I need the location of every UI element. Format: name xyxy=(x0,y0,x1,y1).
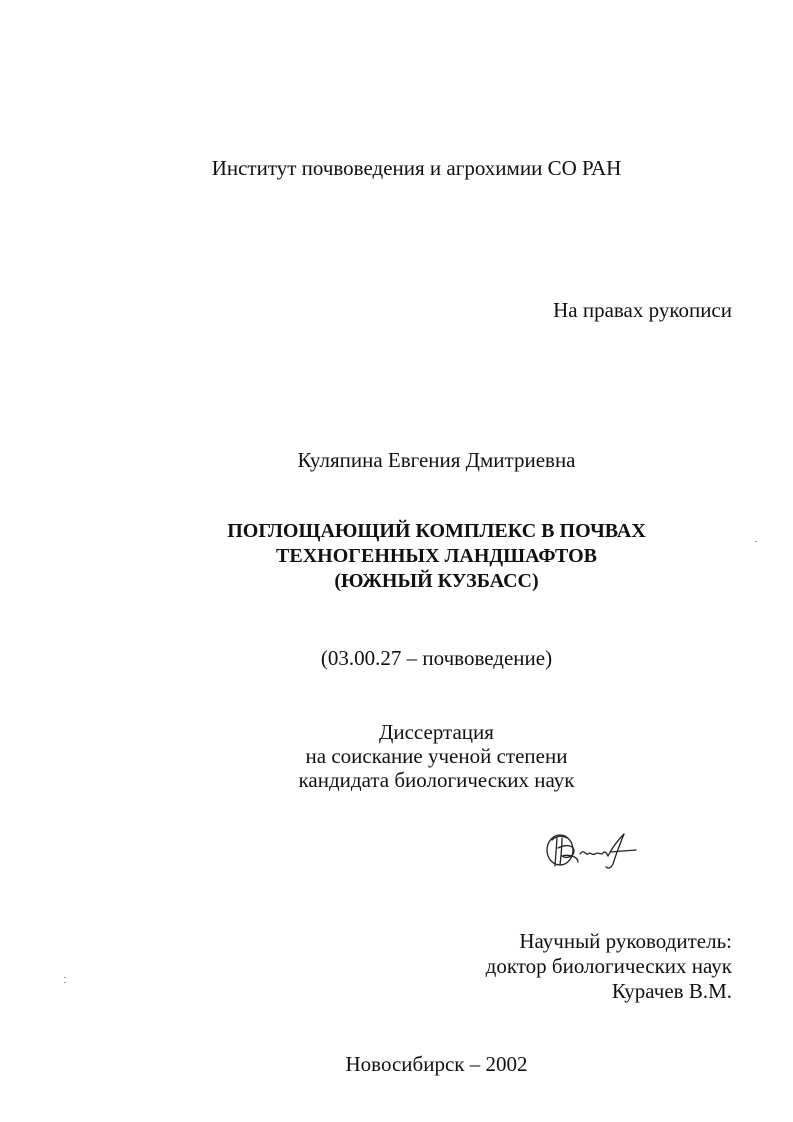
scan-speck xyxy=(64,982,66,983)
institute-name: Институт почвоведения и агрохимии СО РАН xyxy=(211,156,622,180)
dissertation-description xyxy=(40,720,793,792)
scan-speck xyxy=(64,977,66,978)
advisor-name: Курачев В.М. xyxy=(611,979,732,1003)
handwritten-signature-icon xyxy=(540,818,650,878)
title-line-3: (ЮЖНЫЙ КУЗБАСС) xyxy=(334,570,539,592)
dissertation-line-3: кандидата биологических наук xyxy=(298,768,575,792)
dissertation-line-2: на соискание ученой степени xyxy=(305,744,568,768)
city-year: Новосибирск – 2002 xyxy=(345,1052,528,1076)
scientific-advisor xyxy=(486,929,732,1004)
specialty-code: (03.00.27 – почвоведение) xyxy=(320,646,553,670)
scan-speck xyxy=(755,541,757,542)
dissertation-line-1: Диссертация xyxy=(379,720,494,744)
author-name: Куляпина Евгения Дмитриевна xyxy=(297,448,576,472)
dissertation-title xyxy=(40,519,793,594)
title-line-1: ПОГЛОЩАЮЩИЙ КОМПЛЕКС В ПОЧВАХ xyxy=(227,520,646,542)
title-line-2: ТЕХНОГЕННЫХ ЛАНДШАФТОВ xyxy=(276,545,597,567)
advisor-degree: доктор биологических наук xyxy=(485,954,732,978)
manuscript-rights-label: На правах рукописи xyxy=(553,298,732,322)
advisor-label: Научный руководитель: xyxy=(519,929,732,953)
